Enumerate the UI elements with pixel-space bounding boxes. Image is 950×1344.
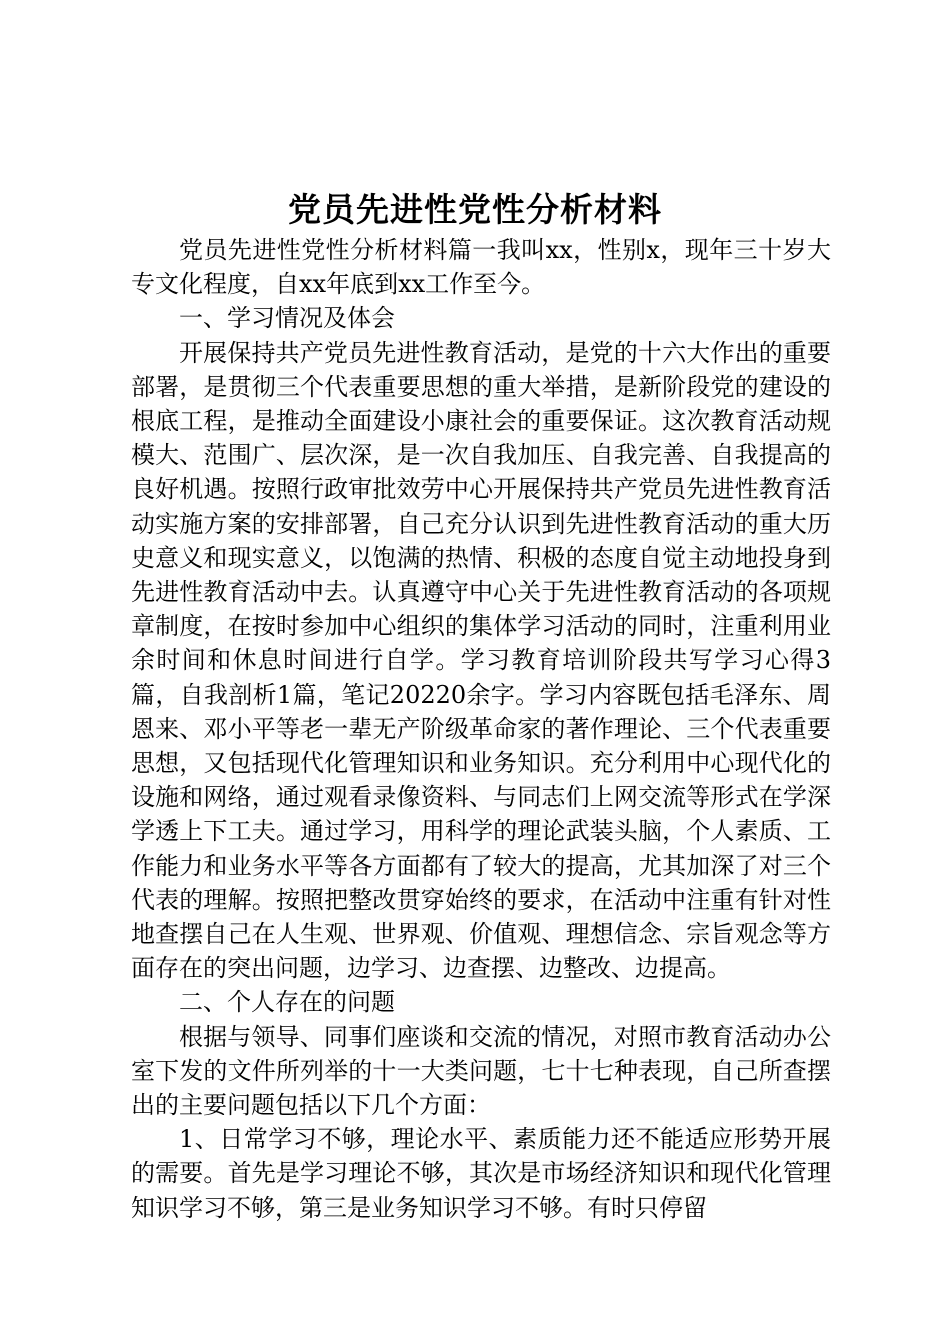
section-heading-study: 一、学习情况及体会 (179, 304, 395, 333)
problems-paragraph: 根据与领导、同事们座谈和交流的情况，对照市教育活动办公室下发的文件所列举的十一大类问题，七十七种表现，自己所查摆出的主要问题包括以下几个方面： (131, 1022, 831, 1120)
document-title: 党员先进性党性分析材料 (288, 190, 662, 229)
problem-item-1: 1、日常学习不够，理论水平、素质能力还不能适应形势开展的需要。首先是学习理论不够，其次是市场经济知识和现代化管理知识学习不够，第三是业务知识学习不够。有时只停留 (131, 1125, 831, 1222)
document-body (131, 233, 831, 1225)
intro-paragraph: 党员先进性党性分析材料篇一我叫xx，性别x，现年三十岁大专文化程度，自xx年底到xx工作至今。 (131, 236, 831, 299)
study-paragraph: 开展保持共产党员先进性教育活动，是党的十六大作出的重要部署，是贯彻三个代表重要思想的重大举措，是新阶段党的建设的根底工程，是推动全面建设小康社会的重要保证。这次教育活动规模大、范围广、层次深，是一次自我加压、自我完善、自我提高的良好机遇。按照行政审批效劳中心开展保持共产党员先进性教育活动实施方案的安排部署，自己充分认识到先进性教育活动的重大历史意义和现实意义，以饱满的热情、积极的态度自觉主动地投身到先进性教育活动中去。认真遵守中心关于先进性教育活动的各项规章制度，在按时参加中心组织的集体学习活动的同时，注重利用业余时间和休息时间进行自学。学习教育培训阶段共写学习心得3篇，自我剖析1篇，笔记20220余字。学习内容既包括毛泽东、周恩来、邓小平等老一辈无产阶级革命家的著作理论、三个代表重要思想，又包括现代化管理知识和业务知识。充分利用中心现代化的设施和网络，通过观看录像资料、与同志们上网交流等形式在学深学透上下工夫。通过学习，用科学的理论武装头脑，个人素质、工作能力和业务水平等各方面都有了较大的提高，尤其加深了对三个代表的理解。按照把整改贯穿始终的要求，在活动中注重有针对性地查摆自己在人生观、世界观、价值观、理想信念、宗旨观念等方面存在的突出问题，边学习、边查摆、边整改、边提高。 (131, 338, 831, 983)
section-heading-problems: 二、个人存在的问题 (179, 988, 395, 1017)
